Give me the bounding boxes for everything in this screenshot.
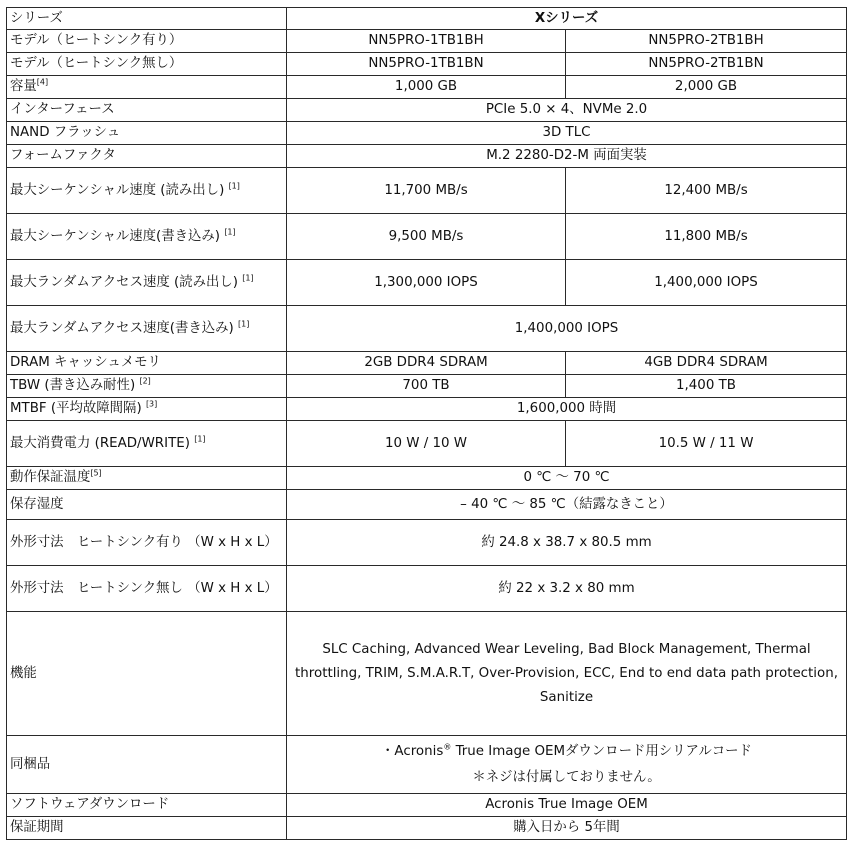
row-label: 機能 xyxy=(7,612,287,736)
footnote-ref: [1] xyxy=(238,319,250,329)
table-row xyxy=(7,490,847,520)
cell-1tb: NN5PRO-1TB1BH xyxy=(287,30,566,53)
row-label: 保証期間 xyxy=(7,817,287,840)
cell-2tb: 1,400 TB xyxy=(566,375,847,398)
row-label: MTBF (平均故障間隔) [3] xyxy=(7,398,287,421)
row-label: 最大シーケンシャル速度 (読み出し) [1] xyxy=(7,168,287,214)
table-row xyxy=(7,520,847,566)
table-row xyxy=(7,76,847,99)
table-row xyxy=(7,8,847,30)
features-value: SLC Caching, Advanced Wear Leveling, Bad Block Management, Thermal throttling, TRIM, S.M.A.R.T, Over-Provision, ECC, End to end data path protection, Sanitize xyxy=(287,612,847,736)
row-label: モデル（ヒートシンク有り） xyxy=(7,30,287,53)
cell-value: M.2 2280-D2-M 両面実装 xyxy=(287,145,847,168)
cell-1tb: 10 W / 10 W xyxy=(287,421,566,467)
cell-value: 3D TLC xyxy=(287,122,847,145)
table-row xyxy=(7,398,847,421)
cell-value: 0 ℃ 〜 70 ℃ xyxy=(287,467,847,490)
bundle-value xyxy=(287,736,847,794)
registered-mark: ® xyxy=(443,742,452,752)
row-label: 最大消費電力 (READ/WRITE) [1] xyxy=(7,421,287,467)
table-row xyxy=(7,467,847,490)
table-row xyxy=(7,214,847,260)
table-row xyxy=(7,566,847,612)
table-row xyxy=(7,794,847,817)
cell-1tb: 11,700 MB/s xyxy=(287,168,566,214)
table-row xyxy=(7,421,847,467)
series-value: Xシリーズ xyxy=(287,8,847,30)
cell-2tb: 2,000 GB xyxy=(566,76,847,99)
row-label: インターフェース xyxy=(7,99,287,122)
cell-2tb: 12,400 MB/s xyxy=(566,168,847,214)
bundle-note: ＊ネジは付属しておりません。 xyxy=(472,769,661,785)
table-row xyxy=(7,612,847,736)
footnote-ref: [1] xyxy=(224,227,236,237)
row-label: フォームファクタ xyxy=(7,145,287,168)
cell-value: 1,600,000 時間 xyxy=(287,398,847,421)
table-row xyxy=(7,30,847,53)
cell-value: 約 24.8 x 38.7 x 80.5 mm xyxy=(287,520,847,566)
row-label: シリーズ xyxy=(7,8,287,30)
table-row xyxy=(7,306,847,352)
row-label: 容量[4] xyxy=(7,76,287,99)
cell-2tb: NN5PRO-2TB1BN xyxy=(566,53,847,76)
footnote-ref: [1] xyxy=(194,434,206,444)
table-row xyxy=(7,53,847,76)
cell-2tb: 1,400,000 IOPS xyxy=(566,260,847,306)
row-label: NAND フラッシュ xyxy=(7,122,287,145)
row-label: 最大シーケンシャル速度(書き込み) [1] xyxy=(7,214,287,260)
cell-1tb: NN5PRO-1TB1BN xyxy=(287,53,566,76)
table-row xyxy=(7,352,847,375)
cell-1tb: 2GB DDR4 SDRAM xyxy=(287,352,566,375)
row-label: 外形寸法 ヒートシンク有り （W x H x L） xyxy=(7,520,287,566)
cell-value: – 40 ℃ 〜 85 ℃（結露なきこと） xyxy=(287,490,847,520)
cell-2tb: NN5PRO-2TB1BH xyxy=(566,30,847,53)
row-label: 最大ランダムアクセス速度 (読み出し) [1] xyxy=(7,260,287,306)
cell-2tb: 10.5 W / 11 W xyxy=(566,421,847,467)
row-label: 外形寸法 ヒートシンク無し （W x H x L） xyxy=(7,566,287,612)
row-label: TBW (書き込み耐性) [2] xyxy=(7,375,287,398)
cell-value: 購入日から 5年間 xyxy=(287,817,847,840)
software-link[interactable]: Acronis True Image OEM xyxy=(287,794,847,817)
cell-1tb: 1,000 GB xyxy=(287,76,566,99)
cell-2tb: 4GB DDR4 SDRAM xyxy=(566,352,847,375)
footnote-ref: [1] xyxy=(228,181,240,191)
cell-1tb: 700 TB xyxy=(287,375,566,398)
footnote-ref: [1] xyxy=(242,273,254,283)
table-row xyxy=(7,122,847,145)
row-label: ソフトウェアダウンロード xyxy=(7,794,287,817)
row-label: 保存湿度 xyxy=(7,490,287,520)
table-row xyxy=(7,168,847,214)
footnote-ref: [2] xyxy=(139,376,151,386)
cell-value: PCIe 5.0 × 4、NVMe 2.0 xyxy=(287,99,847,122)
table-row xyxy=(7,260,847,306)
footnote-ref: [4] xyxy=(36,77,49,87)
row-label: モデル（ヒートシンク無し） xyxy=(7,53,287,76)
footnote-ref: [5] xyxy=(90,468,102,478)
row-label: 最大ランダムアクセス速度(書き込み) [1] xyxy=(7,306,287,352)
cell-1tb: 9,500 MB/s xyxy=(287,214,566,260)
cell-value: 約 22 x 3.2 x 80 mm xyxy=(287,566,847,612)
bundle-item: ・Acronis® True Image OEMダウンロード用シリアルコード xyxy=(381,742,752,759)
table-row xyxy=(7,145,847,168)
cell-1tb: 1,300,000 IOPS xyxy=(287,260,566,306)
row-label: 同梱品 xyxy=(7,736,287,794)
cell-value: 1,400,000 IOPS xyxy=(287,306,847,352)
footnote-ref: [3] xyxy=(145,399,158,409)
row-label: DRAM キャッシュメモリ xyxy=(7,352,287,375)
table-row xyxy=(7,375,847,398)
table-row xyxy=(7,817,847,840)
table-row xyxy=(7,99,847,122)
table-row xyxy=(7,736,847,794)
spec-table xyxy=(6,7,847,840)
cell-2tb: 11,800 MB/s xyxy=(566,214,847,260)
row-label: 動作保証温度[5] xyxy=(7,467,287,490)
